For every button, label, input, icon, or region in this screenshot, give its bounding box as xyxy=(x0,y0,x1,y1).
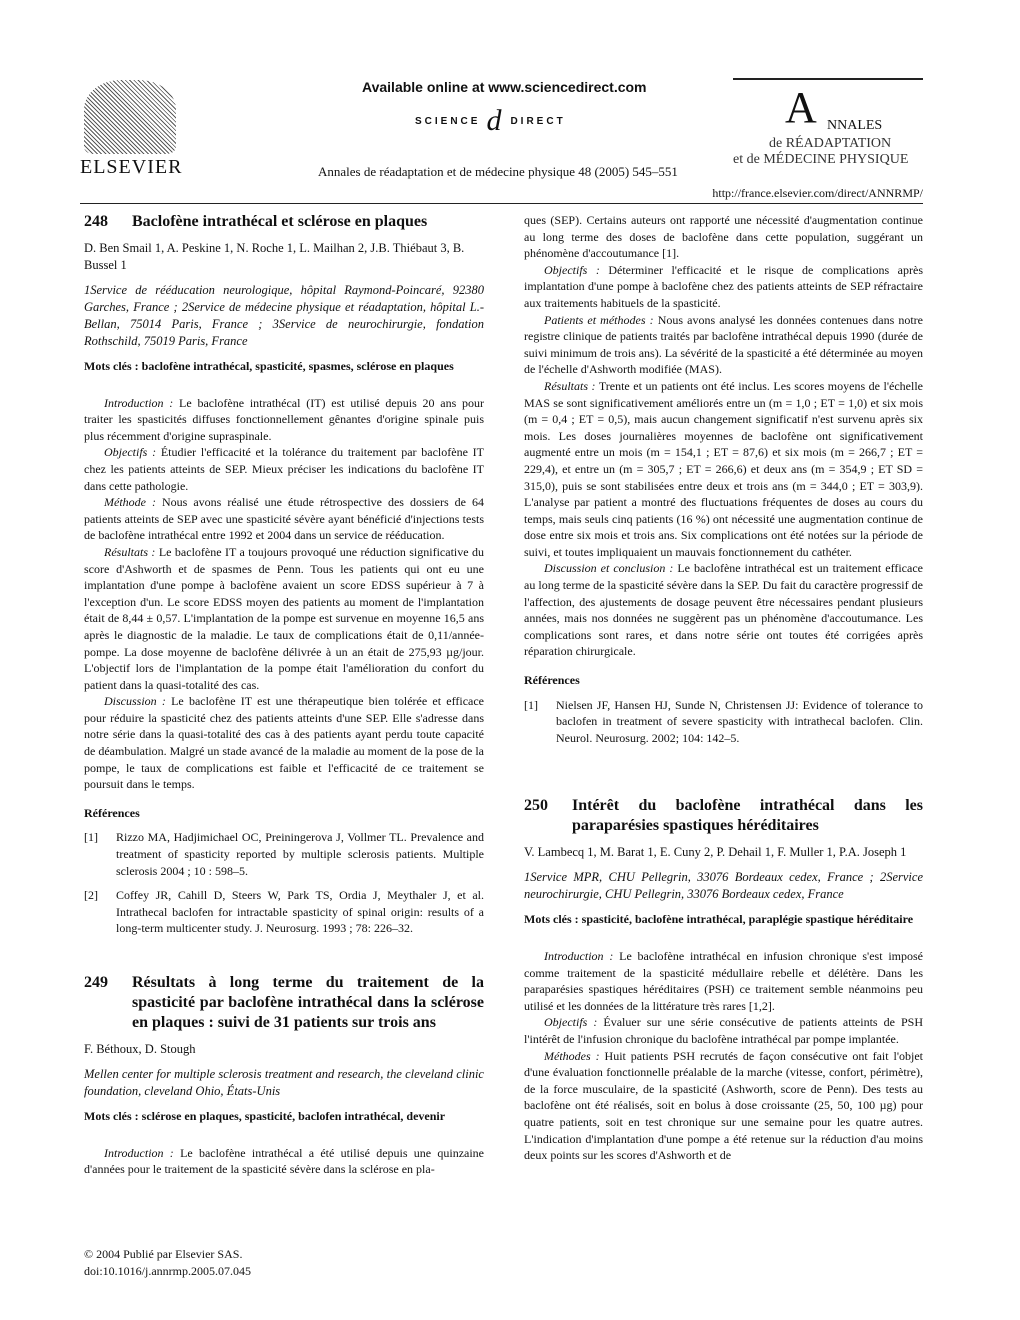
references-heading: Références xyxy=(524,673,580,688)
reference-item: [1] Rizzo MA, Hadjimichael OC, Preiningerova J, Vollmer TL. Prevalence and treatment of spasticity reported by multiple sclerosis patients. Multiple sclerosis 2004 ; 10 : 598–5. xyxy=(84,830,484,878)
journal-logo xyxy=(733,78,923,170)
article-affiliation: Mellen center for multiple sclerosis treatment and research, the cleveland clinic foundation, cleveland Ohio, États-Unis xyxy=(84,1067,484,1098)
publisher-name: ELSEVIER xyxy=(80,156,183,178)
sd-at-icon: d xyxy=(486,104,505,137)
article-authors: D. Ben Smail 1, A. Peskine 1, N. Roche 1, L. Mailhan 2, J.B. Thiébaut 3, B. Bussel 1 xyxy=(84,241,465,272)
abstract-paragraph: Objectifs : Évaluer sur une série consécutive de patients atteints de PSH l'intérêt de l'infusion chronique du baclofène intrathécal par pompe implantée. xyxy=(524,1015,923,1046)
article-title: Résultats à long terme du traitement de la spasticité par baclofène intrathécal dans la sclérose en plaques : suivi de 31 patients sur trois ans xyxy=(132,974,484,1031)
journal-citation: Annales de réadaptation et de médecine physique 48 (2005) 545–551 xyxy=(318,164,678,179)
reference-item: [2] Coffey JR, Cahill D, Steers W, Park TS, Ordia J, Meythaler J, et al. Intrathecal baclofen for intractable spasticity of spinal origin: results of a long-term multicenter study. J. Neurosurg. 1993 ; 78: 226–32. xyxy=(84,888,484,936)
article-authors: V. Lambecq 1, M. Barat 1, E. Cuny 2, P. Dehail 1, F. Muller 1, P.A. Joseph 1 xyxy=(524,845,907,860)
abstract-paragraph: Discussion : Le baclofène IT est une thérapeutique bien tolérée et efficace pour réduire la spasticité chez des patients atteints d'une SEP. Elle s'adresse dans notre série dans la quasi-totalité des cas à des patients ayant perdu toute capacité de déambulation. Malgré un stade avancé de la maladie au moment de la pose de la pompe, le taux de complications est faible et l'efficacité de ce traitement se poursuit dans le temps. xyxy=(84,694,484,792)
article-authors: F. Béthoux, D. Stough xyxy=(84,1042,196,1056)
article-number: 248 xyxy=(84,213,108,230)
available-online-text: Available online at www.sciencedirect.com xyxy=(362,79,647,95)
article-title: Intérêt du baclofène intrathécal dans les paraparésies spastiques héréditaires xyxy=(572,797,923,835)
abstract-paragraph: Méthodes : Huit patients PSH recrutés de façon consécutive ont fait l'objet d'une évaluation fonctionnelle préalable de la marche (vitesse, confort, périmètre), de la force musculaire, de la spasticité (Ashworth, score de Penn). Des tests au baclofène ont été réalisés, soit en bolus à dose croissante (25, 50, 100 µg) pour quatre patients, soit en test chronique sur une semaine pour les quatre autres. L'indication d'implantation d'une pompe a été retenue sur la réduction d'au moins deux points sur les scores d'Ashworth et de xyxy=(524,1048,924,1163)
references-heading: Références xyxy=(84,805,140,820)
article-248-body xyxy=(84,395,484,793)
journal-logo-line3: et de MÉDECINE PHYSIQUE xyxy=(733,152,909,167)
sd-right-text: DIRECT xyxy=(510,115,566,127)
abstract-paragraph: Méthode : Nous avons réalisé une étude rétrospective des dossiers de 64 patients atteints de SEP avec une spasticité sévère ayant bénéficié d'injections tests de baclofène intrathécal entre 1992 et 2004 dans un service de rééducation. xyxy=(84,495,484,543)
abstract-paragraph: Objectifs : Déterminer l'efficacité et le risque de complications après implantation d'une pompe à baclofène chez des patients atteints de SEP réfractaire aux traitements habituels de la spasticité. xyxy=(524,262,923,310)
abstract-paragraph: Introduction : Le baclofène intrathécal (IT) est utilisé depuis 20 ans pour traiter les spasticités diffuses fonctionnellement gênantes d'origine spinale puis plus récemment d'origine supraspinale. xyxy=(84,395,484,443)
article-number: 249 xyxy=(84,974,108,991)
left-column xyxy=(84,212,484,1178)
right-column xyxy=(524,212,923,1164)
article-affiliation: 1Service MPR, CHU Pellegrin, 33076 Bordeaux cedex, France ; 2Service neurochirurgie, CHU Pellegrin, 33076 Bordeaux cedex, France xyxy=(524,870,923,902)
article-number: 250 xyxy=(524,797,548,815)
doi-text[interactable]: doi:10.1016/j.annrmp.2005.07.045 xyxy=(84,1264,251,1278)
reference-item: [1] Nielsen JF, Hansen HJ, Sunde N, Christensen JJ: Evidence of tolerance to baclofen in treatment of severe spasticity with intrathecal baclofen. Clin. Neurol. Neurosurg. 2002; 104: 142–5. xyxy=(524,697,923,745)
abstract-paragraph: Objectifs : Étudier l'efficacité et la tolérance du traitement par baclofène IT chez les patients atteints de SEP. Mieux préciser les indications du baclofène IT dans cette pathologie. xyxy=(84,445,484,493)
elsevier-tree-icon xyxy=(84,80,176,154)
journal-logo-initial: A xyxy=(785,83,817,132)
abstract-paragraph: Discussion et conclusion : Le baclofène intrathécal est un traitement efficace au long terme de la spasticité sévère dans la SEP. Du fait du caractère progressif de l'affection, des ajustements de dosage peuvent être nécessaires pendant plusieurs années, mais nos données ne suggèrent pas un phénomène d'accoutumance. Les complications sont rares, et dans notre série ont toutes été corrigées après réparation chirurgicale. xyxy=(524,561,923,659)
abstract-paragraph: Résultats : Trente et un patients ont été inclus. Les scores moyens de l'échelle MAS se sont significativement améliorés entre un (m = 1,0 ; ET = 1,0) et six mois (m = 0,4 ; ET = 0,5), mais aucun changement significatif n'est survenu après six mois. Les doses journalières moyennes de baclofène ont significativement augmenté entre un mois (m = 154,1 ; ET = 87,6) et six mois (m = 266,7 ; ET = 229,4), et entre un (m = 305,7 ; ET = 266,6) et deux ans (m = 354,9 ; ET SD = 315,0), puis se sont stabilisées entre deux et trois ans (m = 344,0 ; ET = 303,9). L'analyse par patient a montré des fluctuations fréquentes de doses au cours du temps, mais seuls cinq patients (16 %) ont nécessité une augmentation continue de dose entre six mois et trois ans. Six complications ont été notées sur la période de suivi, et toutes impliquaient un mauvais fonctionnement du cathéter. xyxy=(524,378,923,559)
article-keywords: Mots clés : sclérose en plaques, spasticité, baclofen intrathécal, devenir xyxy=(84,1109,446,1123)
article-keywords: Mots clés : baclofène intrathécal, spasticité, spasmes, sclérose en plaques xyxy=(84,359,454,373)
article-title: Baclofène intrathécal et sclérose en plaques xyxy=(132,213,428,230)
copyright-text: © 2004 Publié par Elsevier SAS. xyxy=(84,1247,243,1261)
article-affiliation: 1Service de rééducation neurologique, hôpital Raymond-Poincaré, 92380 Garches, France ; 2Service de médecine physique et réadaptation, hôpital L.-Bellan, 75014 Paris, France ; 3Service de neurochirurgie, fondation Rothschild, 75019 Paris, France xyxy=(84,283,484,348)
sciencedirect-logo xyxy=(415,106,566,136)
elsevier-logo xyxy=(80,80,183,180)
article-249-heading xyxy=(84,973,484,1033)
abstract-paragraph: Résultats : Le baclofène IT a toujours provoqué une réduction significative du score d'Ashworth et de spasmes de Penn. Tous les patients qui ont eu une implantation d'une pompe à baclofène avaient un score EDSS supérieur à 7 à l'exception d'un. Le score EDSS moyen des patients au moment de l'implantation était de 8,44 ± 0,57. L'implantation de la pompe est survenue en moyenne 16,5 ans après le diagnostic de la maladie. Le taux de complications était de 0,11/année-pompe. La dose moyenne de baclofène délivrée à un an était de 275,93 µg/jour. L'objectif lors de l'implantation de la pompe était l'amélioration du confort du patient dans la quasi-totalité des cas. xyxy=(84,544,484,692)
page-footer xyxy=(84,1246,251,1280)
journal-logo-line1: NNALES xyxy=(827,118,883,133)
abstract-paragraph: Introduction : Le baclofène intrathécal en infusion chronique s'est imposé comme traitement de la spasticité médullaire rebelle et délétère. Dans les paraparésies spastiques héréditaires (PSH) ce traitement semble néanmoins peu utilisé et les données de la littérature très rares [1,2]. xyxy=(524,949,923,1013)
abstract-paragraph: Introduction : Le baclofène intrathécal a été utilisé depuis une quinzaine d'années pour le traitement de la spasticité sévère dans la sclérose en pla- xyxy=(84,1145,485,1177)
journal-logo-line2: de RÉADAPTATION xyxy=(769,136,892,151)
journal-url[interactable]: http://france.elsevier.com/direct/ANNRMP/ xyxy=(712,186,923,200)
abstract-paragraph-continued: ques (SEP). Certains auteurs ont rapporté une nécessité d'augmentation continue au long terme des doses de baclofène dans cette population, suggérant un phénomène d'accoutumance [1]. xyxy=(524,213,923,261)
header-divider xyxy=(80,203,923,204)
abstract-paragraph: Patients et méthodes : Nous avons analysé les données contenues dans notre registre clinique de patients traités par baclofène intrathécal depuis 1990 (durée de suivi minimum de trois ans). La sévérité de la spasticité a été déterminée au moyen de l'échelle d'Ashworth modifiée (MAS). xyxy=(524,312,923,377)
article-keywords: Mots clés : spasticité, baclofène intrathécal, paraplégie spastique héréditaire xyxy=(524,912,914,927)
article-250-heading xyxy=(524,796,923,836)
article-248-heading xyxy=(84,212,484,232)
sd-left-text: SCIENCE xyxy=(415,115,481,127)
